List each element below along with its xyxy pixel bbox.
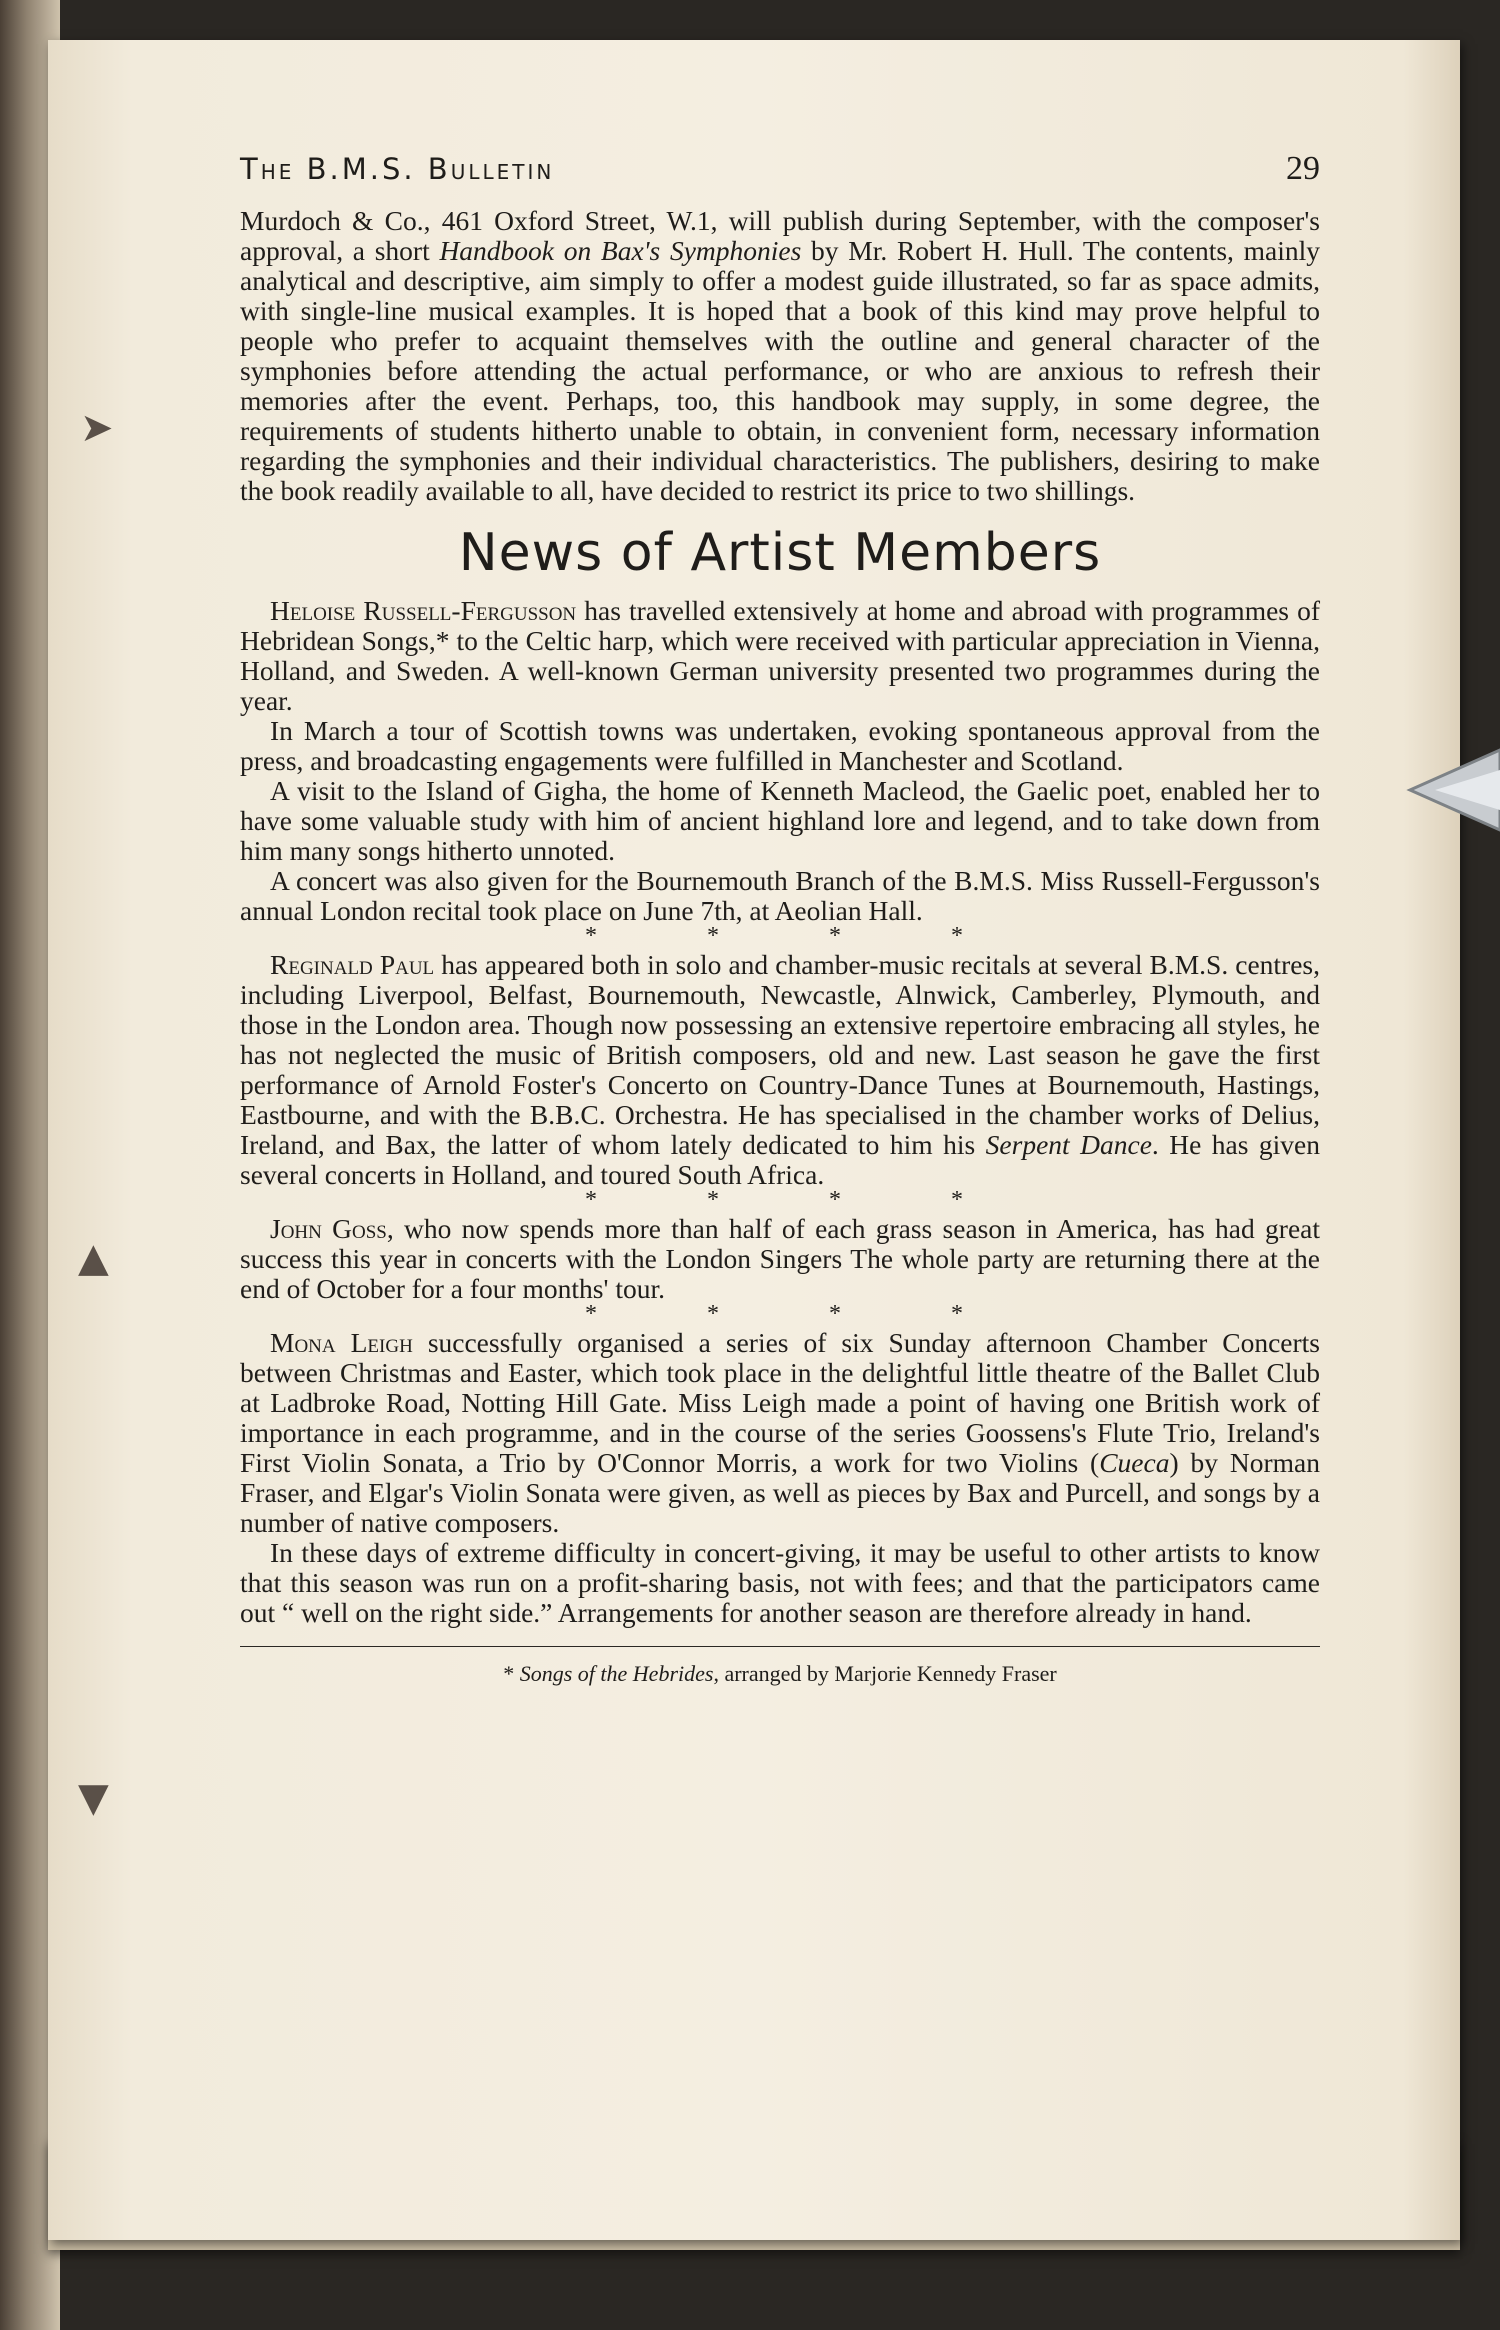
pin-hole-icon: ➤ bbox=[80, 405, 114, 451]
john-paragraph: John Goss, who now spends more than half of each grass season in America, has had great success this year in concerts with the London Singers The whole party are returning there at the end of October for a four months' tour. bbox=[240, 1213, 1320, 1304]
reginald-paragraph: Reginald Paul has appeared both in solo and chamber-music recitals at several B.M.S. centres, including Liverpool, Belfast, Bournemouth, Newcastle, Alnwick, Camberley, Plymouth, and those in the London area. Though now possessing an extensive repertoire embracing all styles, he has not neglected the music of British composers, old and new. Last season he gave the first performance of Arnold Foster's Concerto on Country-Dance Tunes at Bournemouth, Hastings, Eastbourne, and with the B.B.C. Orchestra. He has specialised in the chamber works of Delius, Ireland, and Bax, the latter of whom lately dedicated to him his Serpent Dance. He has given several concerts in Holland, and toured South Africa. bbox=[240, 949, 1321, 1190]
mona-paragraph-2: In these days of extreme difficulty in concert-giving, it may be useful to other artists to know that this season was run on a profit-sharing basis, not with fees; and that the participators came out “ well on the right side.” Arrangements for another season are therefore already in hand. bbox=[240, 1537, 1320, 1628]
pin-hole-icon: ▼ bbox=[78, 1775, 109, 1821]
artist-name: John Goss bbox=[270, 1213, 387, 1244]
page-text bbox=[240, 150, 1320, 1687]
running-header bbox=[240, 150, 1320, 188]
running-title: The B.M.S. Bulletin bbox=[240, 152, 555, 186]
artist-name: Reginald Paul bbox=[270, 949, 435, 980]
footnote-rule bbox=[240, 1646, 1320, 1647]
section-separator: * * * * bbox=[585, 1301, 1015, 1327]
heloise-paragraph-2: In March a tour of Scottish towns was undertaken, evoking spontaneous approval from the press, and broadcasting engagements were fulfilled in Manchester and Scotland. bbox=[240, 715, 1320, 776]
heloise-paragraph-4: A concert was also given for the Bournemouth Branch of the B.M.S. Miss Russell-Fergusson's annual London recital took place on June 7th, at Aeolian Hall. bbox=[240, 865, 1320, 926]
mona-paragraph: Mona Leigh successfully organised a series of six Sunday afternoon Chamber Concerts between Christmas and Easter, which took place in the delightful little theatre of the Ballet Club at Ladbroke Road, Notting Hill Gate. Miss Leigh made a point of having one British work of importance in each programme, and in the course of the series Goossens's Flute Trio, Ireland's First Violin Sonata, a Trio by O'Connor Morris, a work for two Violins (Cueca) by Norman Fraser, and Elgar's Violin Sonata were given, as well as pieces by Bax and Purcell, and songs by a number of native composers. bbox=[240, 1327, 1320, 1538]
page-number: 29 bbox=[1286, 150, 1320, 187]
intro-paragraph: Murdoch & Co., 461 Oxford Street, W.1, will publish during September, with the composer's approval, a short Handbook on Bax's Symphonies by Mr. Robert H. Hull. The contents, mainly analytical and descriptive, aim simply to offer a modest guide illustrated, so far as space admits, with single-line musical examples. It is hoped that a book of this kind may prove helpful to people who prefer to acquaint themselves with the outline and general character of the symphonies before attending the actual performance, or who are anxious to refresh their memories after the event. Perhaps, too, this handbook may supply, in some degree, the requirements of students hitherto unable to obtain, in convenient form, necessary information regarding the symphonies and their individual characteristics. The publishers, desiring to make the book readily available to all, have decided to restrict its price to two shillings. bbox=[240, 205, 1320, 506]
heloise-paragraph: Heloise Russell-Fergusson has travelled extensively at home and abroad with programmes of Hebridean Songs,* to the Celtic harp, which were received with particular appreciation in Vienna, Holland, and Sweden. A well-known German university presented two programmes during the year. bbox=[240, 595, 1321, 716]
section-separator: * * * * bbox=[585, 1187, 1015, 1213]
footnote: * Songs of the Hebrides, arranged by Marjorie Kennedy Fraser bbox=[503, 1661, 1057, 1686]
page-clip-icon bbox=[1390, 730, 1500, 840]
section-title: News of Artist Members bbox=[458, 523, 1102, 583]
heloise-paragraph-3: A visit to the Island of Gigha, the home of Kenneth Macleod, the Gaelic poet, enabled her to have some valuable study with him of ancient highland lore and legend, and to take down from him many songs hitherto unnoted. bbox=[240, 775, 1320, 866]
pin-hole-icon: ▲ bbox=[78, 1235, 109, 1281]
artist-name: Mona Leigh bbox=[270, 1327, 413, 1358]
section-separator: * * * * bbox=[585, 923, 1015, 949]
artist-name: Heloise Russell-Fergusson bbox=[270, 595, 577, 626]
